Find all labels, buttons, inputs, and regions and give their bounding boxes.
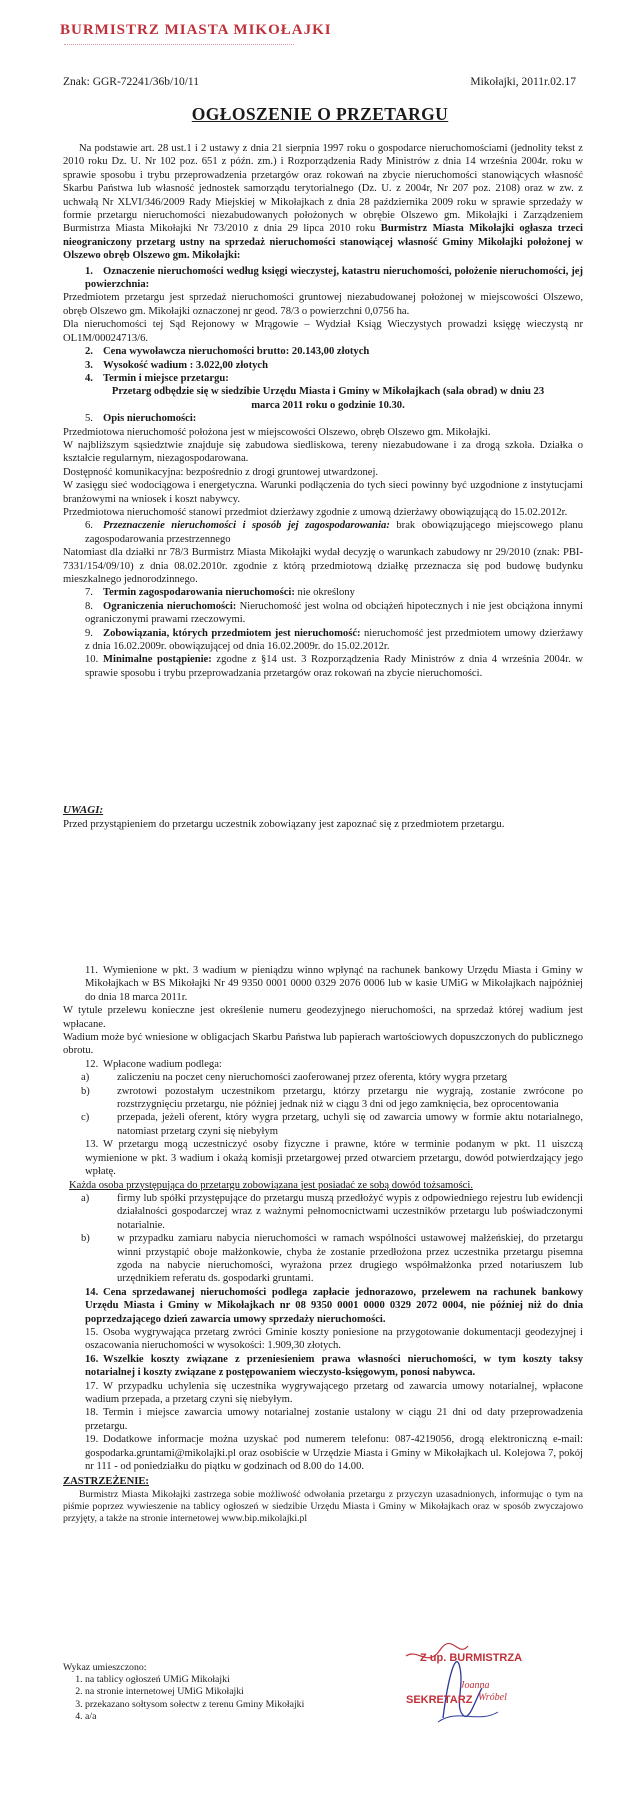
uwagi-text: Przed przystąpieniem do przetargu uczestnik zobowiązany jest zapoznać się z przedmiotem przetargu. bbox=[63, 818, 505, 830]
section-5-p4: W zasięgu sieć wodociągowa i energetyczna. Warunki podłączenia do tych sieci powinny być uzgodnione z instytucjami branżowymi na wniosek i koszt nabywcy. bbox=[63, 480, 583, 505]
intro-bold-text: Burmistrz Miasta Mikołajki ogłasza trzeci nieograniczony przetarg ustny na sprzedaż nieruchomości stanowiącej własność Gminy Mikołajki położonej w Olszewo obręb Olszewo gm. Mikołajki: bbox=[63, 223, 583, 262]
place-date: Mikołajki, 2011r.02.17 bbox=[470, 76, 576, 88]
signature-stamp bbox=[398, 1638, 548, 1728]
distribution-item: 2. na stronie internetowej UMiG Mikołajki bbox=[85, 1686, 304, 1698]
page-title: OGŁOSZENIE O PRZETARGU bbox=[191, 104, 449, 124]
signature-line-1: Z up. BURMISTRZA bbox=[420, 1652, 523, 1664]
header-stamp: BURMISTRZ MIASTA MIKOŁAJKI bbox=[60, 22, 332, 38]
signature-name: Joanna bbox=[460, 1680, 490, 1691]
section-1-text: Przedmiotem przetargu jest sprzedaż nieruchomości gruntowej niezabudowanej położonej w miejscowości Olszewo, obręb Olszewo gm. Mikołajki oznaczonej nr geod. 78/3 o powierzchni 0,0756 ha. bbox=[63, 292, 583, 317]
zastrzezenie-text: Burmistrz Miasta Mikołajki zastrzega sobie możliwość odwołania przetargu z przyczyn uzasadnionych, informując o tym na piśmie poprzez wywieszenie na tablicy ogłoszeń w siedzibie Urzędu Miasta i Gminy w Mikołajkach oraz w sposób zwyczajowo przyjęty, a także na stronie internetowej www.bip.mikolajki.pl bbox=[63, 1488, 583, 1524]
zastrzezenie-heading: ZASTRZEŻENIE: bbox=[63, 1476, 149, 1488]
distribution-items bbox=[63, 1674, 304, 1723]
section-19: 19. Dodatkowe informacje można uzyskać pod numerem telefonu: 087-4219056, drogą elektroniczną e-mail: gospodarka.gruntami@mikolajki.pl oraz osobiście w Urzędzie Miasta i Gminy w Mikołajkach ul. Kolejowa 7, pokój nr 111 - od poniedziałku do piątku w godzinach od 8.00 do 14.00. bbox=[85, 1434, 583, 1473]
distribution-list bbox=[63, 1662, 304, 1723]
section-14: 14. Cena sprzedawanej nieruchomości podlega zapłacie jednorazowo, przelewem na rachunek bankowy Urzędu Miasta i Gminy w Mikołajkach nr 08 9350 0001 0000 0329 2072 0004, nie później niż do dnia poprzedzającego dzień zawarcia umowy sprzedaży nieruchomości. bbox=[85, 1286, 583, 1325]
distribution-item: 3. przekazano sołtysom sołectw z terenu Gminy Mikołajki bbox=[85, 1699, 304, 1711]
reference-number: Znak: GGR-72241/36b/10/11 bbox=[63, 76, 199, 88]
intro-text: Na podstawie art. 28 ust.1 i 2 ustawy z dnia 21 sierpnia 1997 roku o gospodarce nieruchomościami (jednolity tekst z 2010 roku Dz. U. Nr 102 poz. 651 z późn. zm.) i Rozporządzenia Rady Ministrów z dnia 14 września 2004r. roku w sprawie sposobu i trybu przeprowadzenia przetargów oraz rokowań na zbycie nieruchomości stanowiących własność Skarbu Państwa lub własność jednostek samorządu terytorialnego (Dz. U. z 2004r, Nr 207 poz. 2108) oraz w zw. z uchwałą Nr XLVI/346/2009 Rady Miejskiej w Mikołajkach z dnia 28 października 2009 roku w sprawie sprzedaży w formie przetargu nieruchomości niezabudowanych położonych w obrębie Olszewo gm. Mikołajki i Zarządzeniem Burmistrza Miasta Mikołajki Nr 73/2010 z dnia 29 lipca 2010 roku bbox=[63, 143, 583, 235]
section-9: 9. Zobowiązania, których przedmiotem jest nieruchomość: nieruchomość jest przedmiotem umowy dzierżawy z dnia 16.02.2009r. obowiązującej od dnia 16.02.2009r. do 15.02.2012r. bbox=[85, 627, 583, 653]
section-16: 16. Wszelkie koszty związane z przeniesieniem prawa własności nieruchomości, w tym koszty taksy notarialnej i koszty związane z postępowaniem wieczysto-księgowym, ponosi nabywca. bbox=[85, 1353, 583, 1379]
section-11: 11. Wymienione w pkt. 3 wadium w pieniądzu winno wpłynąć na rachunek bankowy Urzędu Miasta i Gminy w Mikołajkach w BS Mikołajki Nr 49 9350 0001 0000 0329 2076 0006 lub w kasie UMiG w Mikołajkach najpóźniej do dnia 18 marca 2011r. bbox=[85, 965, 583, 1003]
section-6: 6. Przeznaczenie nieruchomości i sposób jej zagospodarowania: brak obowiązującego miejscowego planu zagospodarowania przestrzennego bbox=[85, 520, 584, 545]
section-5: 5. Opis nieruchomości: bbox=[85, 413, 197, 425]
distribution-item: 1. na tablicy ogłoszeń UMiG Mikołajki bbox=[85, 1674, 304, 1686]
section-12-c: c) przepada, jeżeli oferent, który wygra przetarg, uchyli się od zawarcia umowy w formie aktu notarialnego, natomiast przetarg czyni się niebyłym bbox=[81, 1112, 583, 1137]
section-18: 18. Termin i miejsce zawarcia umowy notarialnej zostanie ustalony w ciągu 21 dni od daty przeprowadzenia przetargu. bbox=[85, 1407, 583, 1432]
section-17: 17. W przypadku uchylenia się uczestnika wygrywającego przetarg od zawarcia umowy notarialnej, wpłacone wadium przepada, a przetarg czyni się niebyłym. bbox=[85, 1380, 583, 1405]
section-13-b: b) w przypadku zamiaru nabycia nieruchomości w ramach wspólności ustawowej małżeńskiej, do przetargu winni przystąpić oboje małżonkowie, chyba że zostanie przedłożona przez uczestnika przetargu pisemna zgoda na nabycie nieruchomości, wyrażona przez drugiego współmałżonka przed notariuszem lub urzędnikiem referatu ds. gospodarki gruntami. bbox=[81, 1233, 583, 1285]
section-2: 2. Cena wywoławcza nieruchomości brutto: 20.143,00 złotych bbox=[85, 346, 370, 358]
section-5-p5: Przedmiotowa nieruchomość stanowi przedmiot dzierżawy zgodnie z umową dzierżawy obowiązującą do 15.02.2012r. bbox=[63, 506, 568, 518]
section-11-p3: Wadium może być wniesione w obligacjach Skarbu Państwa lub papierach wartościowych dopuszczonych do publicznego obrotu. bbox=[63, 1032, 583, 1057]
section-13-p2: Każda osoba przystępująca do przetargu zobowiązana jest posiadać ze sobą dowód tożsamości. bbox=[69, 1179, 473, 1191]
section-12-b: b) zwrotowi pozostałym uczestnikom przetargu, którzy przetargu nie wygrają, zostanie zwrócone po rozstrzygnięciu przetargu, nie później jednak niż w ciągu 3 dni od jego zamknięcia, bez oprocentowania bbox=[81, 1085, 583, 1111]
section-15: 15. Osoba wygrywająca przetarg zwróci Gminie koszty poniesione na przygotowanie dokumentacji geodezyjnej i oszacowania nieruchomości w wysokości: 1.909,30 złotych. bbox=[85, 1326, 583, 1352]
section-6-p2: Natomiast dla działki nr 78/3 Burmistrz Miasta Mikołajki wydał decyzję o warunkach zabudowy nr 29/2010 (znak: PBI-7331/154/09/10) z dnia 08.02.2010r. zgodnie z którą przedmiotową działkę przeznacza się pod budowę budynku mieszkalnego jednorodzinnego. bbox=[63, 547, 583, 585]
document-page-2 bbox=[0, 936, 640, 1809]
section-8: 8. Ograniczenia nieruchomości: Nieruchomość jest wolna od obciążeń hipotecznych i nie jest obciążona innymi ograniczonymi prawami rzeczowymi. bbox=[85, 600, 583, 626]
distribution-heading: Wykaz umieszczono: bbox=[63, 1662, 147, 1673]
section-3: 3. Wysokość wadium : 3.022,00 złotych bbox=[85, 359, 268, 371]
distribution-item: 4. a/a bbox=[85, 1711, 304, 1723]
section-4-text: Przetarg odbędzie się w siedzibie Urzędu Miasta i Gminy w Mikołajkach (sala obrad) w dniu 23 marca 2011 roku o godzinie 10.30. bbox=[111, 386, 545, 411]
signature-line-2: SEKRETARZ bbox=[406, 1694, 473, 1706]
section-12: 12. Wpłacone wadium podlega: bbox=[85, 1058, 222, 1070]
uwagi-label: UWAGI: bbox=[63, 804, 104, 816]
section-12-a: a) zaliczeniu na poczet ceny nieruchomości zaoferowanej przez oferenta, który wygra przetarg bbox=[81, 1072, 508, 1084]
section-5-p2: W najbliższym sąsiedztwie znajduje się zabudowa siedliskowa, tereny niezabudowane i za drogą szkoła. Działka o kształcie regularnym, niezagospodarowana. bbox=[63, 439, 583, 465]
section-5-p1: Przedmiotowa nieruchomość położona jest w miejscowości Olszewo, obręb Olszewo gm. Mikołajki. bbox=[63, 426, 491, 438]
section-4: 4. Termin i miejsce przetargu: bbox=[85, 372, 229, 384]
section-10: 10. Minimalne postąpienie: zgodne z §14 ust. 3 Rozporządzenia Rady Ministrów z dnia 4 września 2004r. w sprawie sposobu i trybu przeprowadzania przetargów oraz rokowań na zbycie nieruchomości. bbox=[85, 654, 583, 679]
stamp-underline bbox=[64, 44, 294, 53]
section-1-kw: Dla nieruchomości tej Sąd Rejonowy w Mrągowie – Wydział Ksiąg Wieczystych prowadzi księgę wieczystą nr OL1M/00024713/6. bbox=[63, 319, 583, 344]
section-13: 13. W przetargu mogą uczestniczyć osoby fizyczne i prawne, które w terminie podanym w pkt. 11 uiszczą wymienione w pkt. 3 wadium i okażą komisji przetargowej przed otwarciem przetargu, dowód potwierdzający jego wpłatę. bbox=[85, 1139, 583, 1178]
intro-paragraph bbox=[63, 142, 583, 263]
section-5-p3: Dostępność komunikacyjna: bezpośrednio z drogi gruntowej utwardzonej. bbox=[63, 466, 379, 478]
signature-surname: Wróbel bbox=[478, 1692, 507, 1703]
section-13-a: a) firmy lub spółki przystępujące do przetargu muszą przedłożyć wypis z odpowiedniego rejestru lub ewidencji działalności gospodarczej wraz z ważnymi pełnomocnictwami uczestników przetargu lub poświadczonymi notarialnie. bbox=[81, 1192, 583, 1231]
announcement-body-2 bbox=[63, 964, 583, 1525]
section-7: 7. Termin zagospodarowania nieruchomości: nie określony bbox=[85, 587, 355, 599]
section-1: 1. Oznaczenie nieruchomości według księgi wieczystej, katastru nieruchomości, położenie nieruchomości, jej powierzchnia: bbox=[85, 265, 583, 291]
section-11-p2: W tytule przelewu konieczne jest określenie numeru geodezyjnego nieruchomości, na sprzedaż której wadium jest wpłacane. bbox=[63, 1005, 583, 1030]
announcement-body bbox=[63, 142, 583, 680]
page-gap bbox=[0, 922, 640, 936]
